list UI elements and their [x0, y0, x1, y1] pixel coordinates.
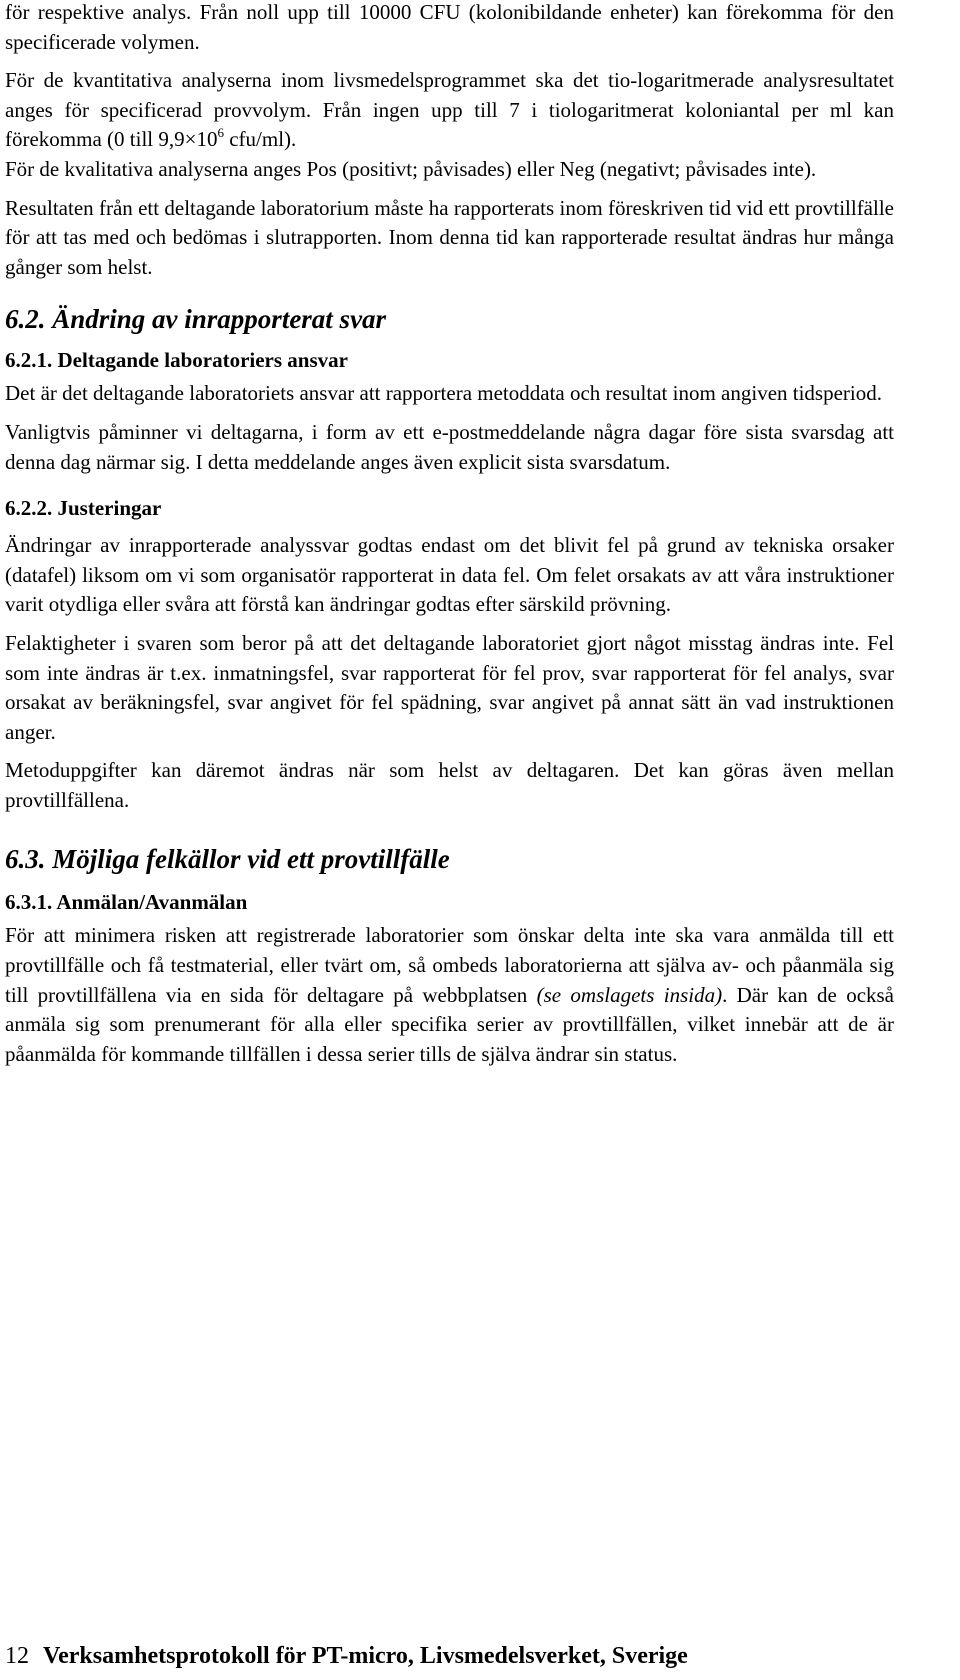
heading-6-3-1: 6.3.1. Anmälan/Avanmälan [5, 890, 248, 915]
paragraph-changes-accepted: Ändringar av inrapporterade analyssvar godtas endast om det blivit fel på grund av tekniska orsaker (datafel) liksom om vi som organisatör rapporterat in data fel. Om felet orsakats av att våra instruktioner varit otydliga eller svåra att förstå kan ändringar godtas efter särskild prövning. [5, 533, 894, 617]
footer-title: Verksamhetsprotokoll för PT-micro, Livsmedelsverket, Sverige [43, 1643, 688, 1669]
paragraph-lab-responsibility: Det är det deltagande laboratoriets ansvar att rapportera metoddata och resultat inom angiven tidsperiod. [5, 381, 883, 406]
document-page [5, 0, 894, 1069]
paragraph-quantitative [5, 66, 894, 155]
page-number: 12 [5, 1643, 29, 1669]
registration-reference: (se omslagets insida) [536, 982, 723, 1007]
quantitative-text: För de kvantitativa analyserna inom livsmedelsprogrammet ska det tio-logaritmerade analysresultatet anges för specificerad provvolym. Från ingen upp till 7 i tiologaritmerat koloniantal per ml kan förekomma (0 till 9,9×10 [5, 68, 894, 152]
paragraph-cfu-range: för respektive analys. Från noll upp till 10000 CFU (kolonibildande enheter) kan förekomma för den specificerade volymen. [5, 0, 894, 54]
heading-6-2-1: 6.2.1. Deltagande laboratoriers ansvar [5, 348, 348, 373]
exponent: 6 [217, 125, 224, 141]
paragraph-reporting-time: Resultaten från ett deltagande laboratorium måste ha rapporterats inom föreskriven tid vid ett provtillfälle för att tas med och bedömas i slutrapporten. Inom denna tid kan rapporterade resultat ändras hur många gånger som helst. [5, 195, 894, 279]
paragraph-errors-not-changed: Felaktigheter i svaren som beror på att det deltagande laboratoriet gjort något misstag ändras inte. Fel som inte ändras är t.ex. inmatningsfel, svar rapporterat för fel prov, svar rapporterat för fel analys, svar orsakat av beräkningsfel, svar angivet för fel spädning, svar angivet på annat sätt än vad instruktionen anger. [5, 630, 894, 744]
heading-6-2-2: 6.2.2. Justeringar [5, 496, 162, 521]
quantitative-unit: cfu/ml). [223, 127, 297, 152]
paragraph-reminder: Vanligtvis påminner vi deltagarna, i form av ett e-postmeddelande några dagar före sista svarsdag att denna dag närmar sig. I detta meddelande anges även explicit sista svarsdatum. [5, 419, 894, 474]
page-footer [5, 1641, 688, 1671]
heading-6-2: 6.2. Ändring av inrapporterat svar [5, 304, 387, 335]
paragraph-method-data: Metoduppgifter kan däremot ändras när som helst av deltagaren. Det kan göras även mellan provtillfällena. [5, 758, 894, 812]
paragraph-qualitative: För de kvalitativa analyserna anges Pos (positivt; påvisades) eller Neg (negativt; påvisades inte). [5, 156, 817, 181]
registration-text-a: För att minimera risken att registrerade laboratorier som önskar delta inte ska vara anmälda till ett provtillfälle och få testmaterial, eller tvärt om, så ombeds laboratorierna att själva av- och påanmäla sig till provtillfällena via en sida för deltagare på webbplatsen [5, 923, 894, 1007]
registration-text-b: . Där kan de också anmäla sig som prenumerant för alla eller specifika serier av provtillfällen, vilket innebär att de är påanmälda för kommande tillfällen i dessa serier tills de själva ändrar sin status. [5, 982, 895, 1066]
heading-6-3: 6.3. Möjliga felkällor vid ett provtillfälle [5, 844, 450, 875]
paragraph-registration [5, 921, 894, 1069]
